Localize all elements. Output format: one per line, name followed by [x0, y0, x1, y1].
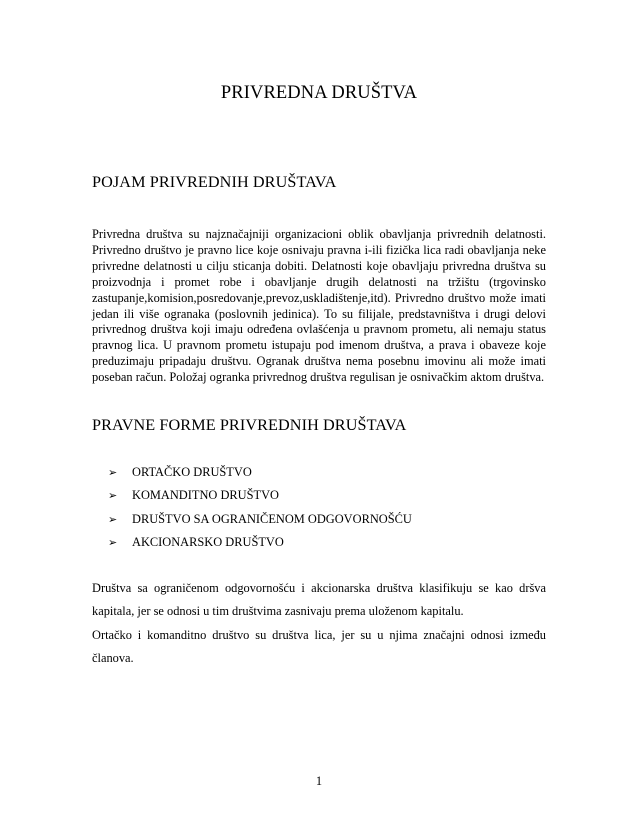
- list-item-label: AKCIONARSKO DRUŠTVO: [132, 534, 284, 549]
- list-item: [108, 512, 412, 535]
- section-heading-pojam: POJAM PRIVREDNIH DRUŠTAVA: [92, 173, 337, 191]
- legal-forms-list: [108, 465, 412, 558]
- list-item: [108, 465, 412, 488]
- arrow-bullet-icon: ➢: [108, 466, 118, 479]
- section-heading-pravne-forme: PRAVNE FORME PRIVREDNIH DRUŠTAVA: [92, 416, 407, 434]
- section-paragraphs-klasifikacija: [92, 577, 546, 670]
- page-number: 1: [315, 774, 323, 788]
- arrow-bullet-icon: ➢: [108, 512, 118, 526]
- paragraph-partnership-companies: Ortačko i komanditno društvo su društva lica, jer su u njima značajni odnosi između članova.: [92, 627, 546, 665]
- list-item-label: DRUŠTVO SA OGRANIČENOM ODGOVORNOŠĆU: [132, 511, 412, 526]
- paragraph-capital-companies: Društva sa ograničenom odgovornošću i akcionarska društva klasifikuju se kao dršva kapitala, jer se odnosi u tim društvima zasnivaju prema uloženom kapitalu.: [92, 581, 546, 619]
- section-paragraph-pojam: Privredna društva su najznačajniji organizacioni oblik obavljanja privrednih delatnosti. Privredno društvo je pravno lice koje osnivaju pravna i-ili fizička lica radi obavljanja neke privredne delatnosti u cilju sticanja dobiti. Delatnosti koje obavljaju privredna društva su proizvodnja i promet robe i obavljanje drugih delatnosti na tržištu (trgovinsko zastupanje,komision,posredovanje,prevoz,uskladištenje,itd). Privredno društvo može imati jedan ili više ogranaka (poslovnih jedinica). To su filijale, predstavništva i drugi delovi privrednog društva koji imaju određena ovlašćenja u pravnom prometu, ali nemaju status pravnog lica. U pravnom prometu istupaju pod imenom društva, a prava i obaveze koje preduzimaju pripadaju društvu. Ogranak društva nema posebnu imovinu ali može imati poseban račun. Položaj ogranka privrednog društva regulisan je osnivačkim aktom društva.: [92, 227, 546, 385]
- list-item: [108, 535, 412, 558]
- arrow-bullet-icon: ➢: [108, 535, 118, 549]
- list-item-label: ORTAČKO DRUŠTVO: [132, 465, 252, 479]
- list-item-label: KOMANDITNO DRUŠTVO: [132, 488, 279, 503]
- arrow-bullet-icon: ➢: [108, 489, 118, 503]
- document-title: PRIVREDNA DRUŠTVA: [220, 83, 418, 103]
- list-item: [108, 488, 412, 511]
